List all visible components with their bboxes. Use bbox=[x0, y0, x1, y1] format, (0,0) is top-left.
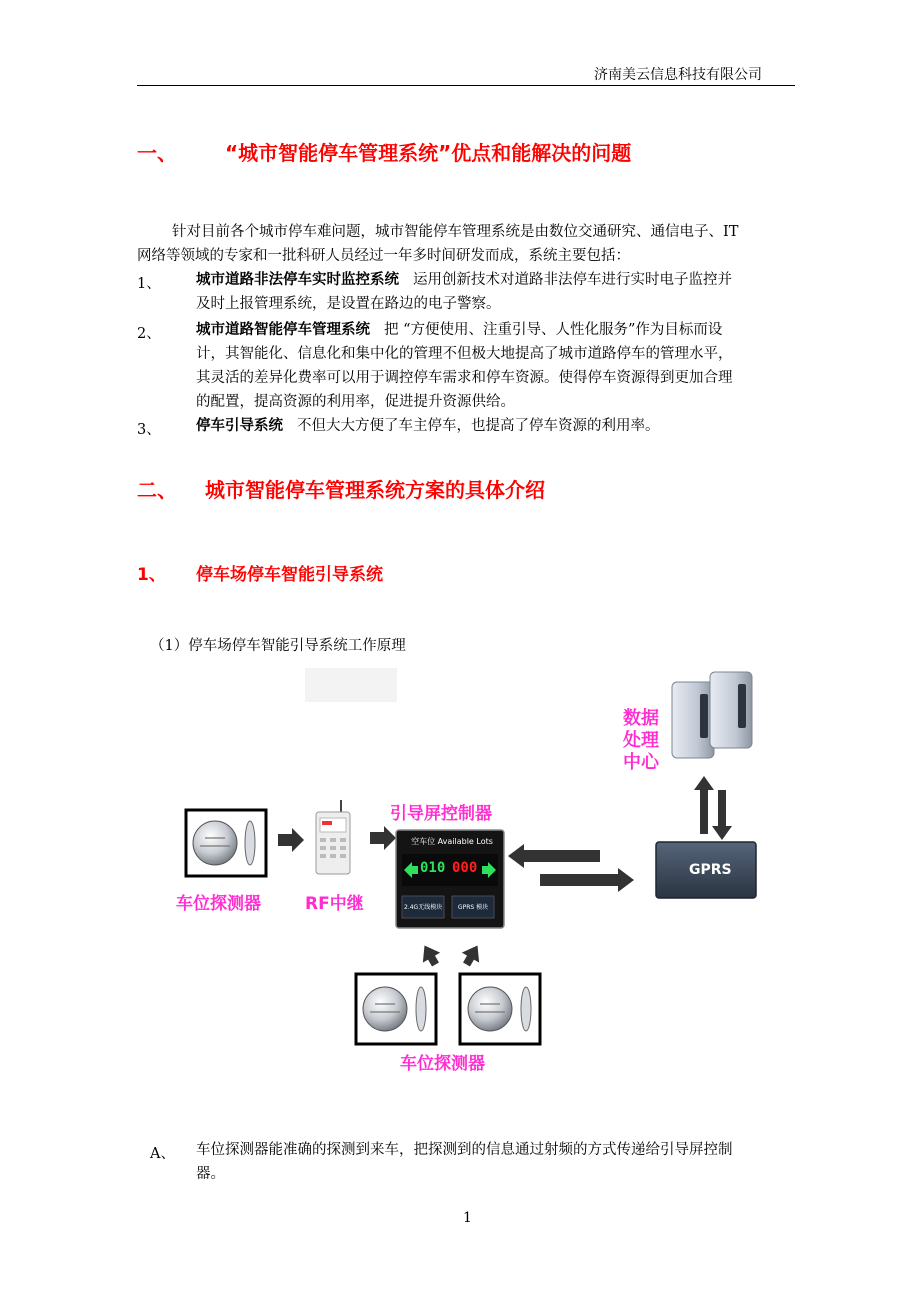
data-center-label-line-3: 中心 bbox=[623, 752, 659, 773]
arrow-server-to-gprs bbox=[712, 790, 732, 840]
rf-relay-label: RF中继 bbox=[305, 894, 364, 914]
subsection1-title: 停车场停车智能引导系统 bbox=[196, 565, 383, 585]
section1-title: “城市智能停车管理系统”优点和能解决的问题 bbox=[225, 141, 632, 165]
item1-number: 1、 bbox=[137, 276, 161, 292]
item1-text-2: 及时上报管理系统，是设置在路边的电子警察。 bbox=[196, 296, 501, 312]
arrow-rf-to-controller bbox=[370, 826, 396, 850]
module-right-label: GPRS 模块 bbox=[457, 904, 489, 911]
bottom-detector-label: 车位探测器 bbox=[400, 1054, 485, 1074]
item3-text-1: 不但大大方便了车主停车，也提高了停车资源的利用率。 bbox=[297, 418, 660, 434]
note-a-line-1: 车位探测器能准确的探测到来车，把探测到的信息通过射频的方式传递给引导屏控制 bbox=[196, 1142, 733, 1158]
item2-title: 城市道路智能停车管理系统 bbox=[196, 322, 370, 338]
data-center-servers bbox=[672, 672, 752, 758]
data-center-label bbox=[623, 708, 659, 774]
item2-text-1: 把 “方便使用、注重引导、人性化服务”作为目标而设 bbox=[384, 322, 723, 338]
section2-title: 城市智能停车管理系统方案的具体介绍 bbox=[205, 478, 545, 502]
vehicle-detector-top-left bbox=[186, 810, 266, 876]
arrow-bottom-left-up bbox=[416, 940, 444, 969]
faded-artifact bbox=[305, 668, 397, 702]
data-center-label-line-2: 处理 bbox=[623, 730, 659, 751]
arrow-detector-to-rf bbox=[278, 828, 304, 852]
item2-number: 2、 bbox=[137, 326, 161, 342]
diagram-caption: （1）停车场停车智能引导系统工作原理 bbox=[150, 638, 406, 654]
item2-text-3: 其灵活的差异化费率可以用于调控停车需求和停车资源。使得停车资源得到更加合理 bbox=[196, 370, 733, 386]
arrow-gprs-to-controller bbox=[508, 844, 600, 868]
item1-text-1: 运用创新技术对道路非法停车进行实时电子监控并 bbox=[413, 272, 732, 288]
intro-line-2: 网络等领域的专家和一批科研人员经过一年多时间研发而成，系统主要包括： bbox=[137, 248, 630, 264]
note-a-line-2: 器。 bbox=[196, 1166, 225, 1182]
header-company-name: 济南美云信息科技有限公司 bbox=[594, 67, 762, 83]
screen-title-cn: 空车位 bbox=[411, 837, 436, 846]
vehicle-detector-bottom-left bbox=[356, 974, 436, 1044]
note-a-marker: A、 bbox=[150, 1146, 175, 1162]
page-number: 1 bbox=[463, 1210, 472, 1226]
gprs-label: GPRS bbox=[689, 862, 732, 878]
item2-text-4: 的配置，提高资源的利用率，促进提升资源供给。 bbox=[196, 394, 515, 410]
vehicle-detector-bottom-right bbox=[460, 974, 540, 1044]
controller-label: 引导屏控制器 bbox=[390, 804, 492, 824]
subsection1-number: 1、 bbox=[137, 565, 166, 585]
screen-title-en: Available Lots bbox=[437, 837, 493, 846]
item3-number: 3、 bbox=[137, 422, 161, 438]
screen-digits-right: 000 bbox=[452, 860, 478, 876]
screen-digits-left: 010 bbox=[420, 860, 446, 876]
arrow-controller-to-gprs bbox=[540, 868, 634, 892]
screen-title bbox=[404, 836, 500, 847]
section1-number: 一、 bbox=[137, 141, 177, 165]
arrow-bottom-right-up bbox=[458, 940, 486, 969]
section2-number: 二、 bbox=[137, 478, 177, 502]
item3-title: 停车引导系统 bbox=[196, 418, 283, 434]
item2-text-2: 计，其智能化、信息化和集中化的管理不但极大地提高了城市道路停车的管理水平， bbox=[196, 346, 733, 362]
module-left-label: 2.4G无线模块 bbox=[404, 904, 443, 911]
item1-title: 城市道路非法停车实时监控系统 bbox=[196, 272, 399, 288]
detector-label: 车位探测器 bbox=[176, 894, 261, 914]
rf-relay-device bbox=[316, 800, 350, 874]
arrow-gprs-to-server bbox=[694, 776, 714, 834]
data-center-label-line-1: 数据 bbox=[623, 708, 659, 729]
intro-line-1: 针对目前各个城市停车难问题，城市智能停车管理系统是由数位交通研究、通信电子、IT bbox=[172, 224, 739, 240]
